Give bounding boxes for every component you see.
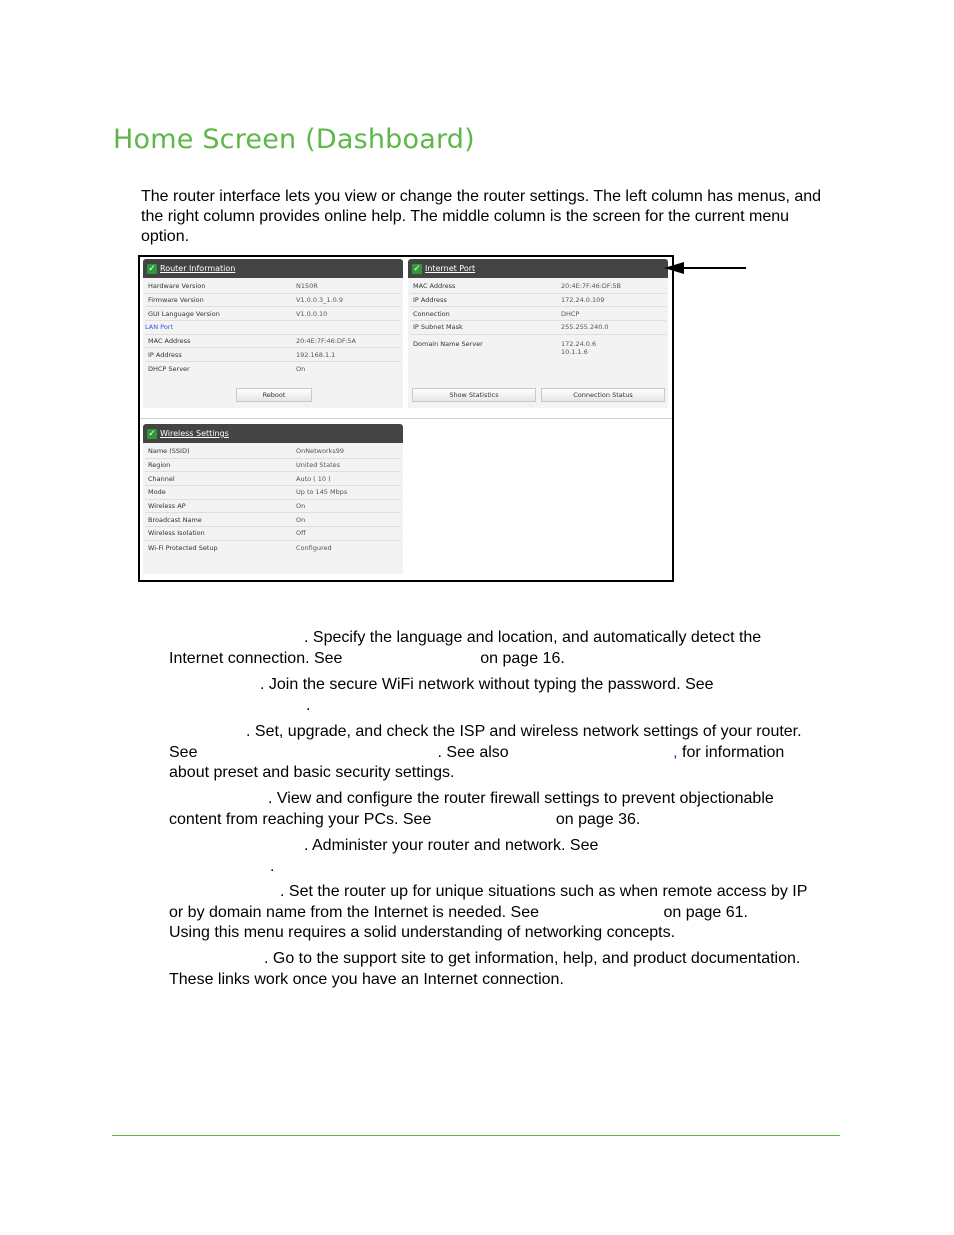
info-row: Wireless AP On: [145, 500, 401, 514]
internet-port-header: [408, 259, 668, 278]
internet-port-title[interactable]: Internet Port: [425, 264, 476, 273]
page-heading: Home Screen (Dashboard): [113, 124, 475, 155]
info-row: Name (SSID) OnNetworks99: [145, 445, 401, 459]
info-row: Wi-Fi Protected Setup Configured: [148, 543, 332, 552]
wireless-settings-panel: [143, 424, 403, 574]
menu-description-5: . Administer your router and network. See .: [270, 837, 599, 875]
info-row: Wireless Isolation Off: [145, 527, 401, 541]
menu-description-6: . Set the router up for unique situations such as when remote access by IP or by domain name from the Internet is needed. See on page 61. Using this menu requires a solid understanding of networking concepts.: [169, 883, 808, 941]
info-row: IP Subnet Mask 255.255.240.0: [410, 321, 666, 335]
check-icon: ✓: [148, 428, 156, 439]
callout-arrow-line: [676, 267, 746, 269]
info-row: GUI Language Version V1.0.0.10: [145, 307, 401, 321]
lan-port-label-row: LAN Port: [145, 321, 401, 335]
router-information-header: [143, 259, 403, 278]
menu-description-4: . View and configure the router firewall settings to prevent objectionable content from reaching your PCs. See on page 36.: [169, 790, 774, 828]
info-row: Channel Auto ( 10 ): [145, 472, 401, 486]
check-icon: ✓: [413, 263, 421, 274]
menu-description-7: . Go to the support site to get information, help, and product documentation. These links work once you have an Internet connection.: [169, 950, 801, 988]
info-row: Firmware Version V1.0.0.3_1.0.9: [145, 294, 401, 308]
info-row: MAC Address 20:4E:7F:46:DF:5A: [145, 335, 401, 349]
internet-port-panel: [408, 259, 668, 408]
footer-rule: [112, 1135, 840, 1136]
menu-description-3: . Set, upgrade, and check the ISP and wireless network settings of your router. See . See also , for information about preset and basic security settings.: [169, 723, 802, 781]
dns-primary: 172.24.0.6: [561, 339, 597, 348]
menu-description-1: . Specify the language and location, and automatically detect the Internet connection. See on page 16.: [169, 629, 762, 667]
info-row: Region United States: [145, 459, 401, 473]
info-row: IP Address 172.24.0.109: [410, 294, 666, 308]
wireless-settings-header: [143, 424, 403, 443]
connection-status-button[interactable]: Connection Status: [541, 388, 665, 402]
reboot-button[interactable]: Reboot: [236, 388, 312, 402]
dns-row: Domain Name Server 172.24.0.6 10.1.1.6: [413, 339, 597, 356]
dns-secondary: 10.1.1.6: [561, 347, 588, 356]
dashboard-screenshot: [138, 255, 674, 582]
router-information-title[interactable]: Router Information: [160, 264, 236, 273]
info-row: MAC Address 20:4E:7F:46:DF:5B: [410, 280, 666, 294]
check-icon: ✓: [148, 263, 156, 274]
info-row: IP Address 192.168.1.1: [145, 348, 401, 362]
intro-paragraph: The router interface lets you view or change the router settings. The left column has menus, and the right column provides online help. The middle column is the screen for the current menu option.: [141, 188, 822, 245]
router-information-panel: [143, 259, 403, 408]
wireless-settings-title[interactable]: Wireless Settings: [160, 429, 229, 438]
info-row: Hardware Version N150R: [145, 280, 401, 294]
info-row: Mode Up to 145 Mbps: [145, 486, 401, 500]
info-row: DHCP Server On: [148, 364, 306, 373]
figure-divider: [140, 418, 672, 419]
info-row: Connection DHCP: [410, 307, 666, 321]
info-row: Broadcast Name On: [145, 513, 401, 527]
menu-description-2: . Join the secure WiFi network without typing the password. See .: [260, 676, 714, 714]
show-statistics-button[interactable]: Show Statistics: [412, 388, 536, 402]
